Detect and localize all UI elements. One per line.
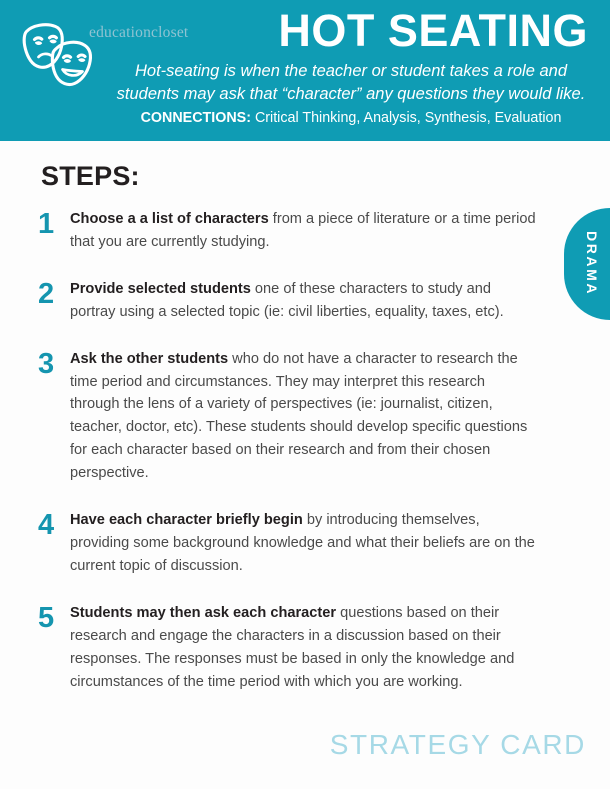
- card-header: [0, 0, 610, 141]
- step-lead: Choose a a list of characters: [70, 211, 269, 227]
- steps-list: [38, 208, 538, 717]
- theater-masks-icon: [16, 13, 100, 97]
- step-item: [38, 509, 538, 578]
- step-item: [38, 348, 538, 485]
- step-body: by introducing themselves, providing some background knowledge and what their beliefs are on the current topic of discussion.: [70, 512, 535, 574]
- steps-heading: STEPS:: [41, 161, 140, 191]
- step-item: [38, 208, 538, 254]
- step-text: [70, 208, 538, 254]
- header-connections: [110, 110, 592, 126]
- step-number: 5: [38, 601, 55, 634]
- connections-value: Critical Thinking, Analysis, Synthesis, Evaluation: [250, 110, 562, 126]
- connections-label: CONNECTIONS:: [140, 110, 251, 126]
- step-lead: Students may then ask each character: [70, 604, 337, 621]
- step-lead: Have each character briefly begin: [70, 512, 303, 529]
- step-body: who do not have a character to research the time period and circumstances. They may interpret this research through the lens of a variety of perspectives (ie: journalist, citizen, teacher, doctor, etc). These students should develop specific questions for each character based on their research and from their chosen perspective.: [70, 350, 528, 482]
- footer-label: STRATEGY CARD: [329, 729, 586, 760]
- step-lead: Ask the other students: [70, 350, 229, 367]
- step-lead: Provide selected students: [70, 280, 251, 297]
- step-body: questions based on their research and engage the characters in a discussion based on their responses. The responses must be based in only the knowledge and circumstances of the time period with which you are working.: [70, 604, 515, 690]
- step-item: [38, 278, 538, 324]
- step-text: [70, 602, 538, 694]
- step-number: 2: [38, 277, 55, 310]
- step-number: 4: [38, 509, 55, 542]
- step-body: from a piece of literature or a time period that you are currently studying.: [70, 211, 536, 250]
- step-number: 3: [38, 347, 55, 380]
- brand-name: educationcloset: [89, 24, 189, 41]
- header-subtitle: Hot-seating is when the teacher or student takes a role and students may ask that “character” any questions they would like.: [116, 62, 586, 104]
- step-body: one of these characters to study and portray using a selected topic (ie: civil liberties, equality, taxes, etc).: [70, 280, 504, 320]
- drama-side-tab-label: DRAMA: [584, 231, 600, 297]
- page-title: HOT SEATING: [278, 5, 588, 56]
- step-text: [70, 509, 538, 578]
- step-item: [38, 602, 538, 694]
- step-text: [70, 278, 538, 324]
- step-number: 1: [38, 208, 55, 240]
- step-text: [70, 348, 538, 485]
- drama-side-tab: [564, 208, 610, 320]
